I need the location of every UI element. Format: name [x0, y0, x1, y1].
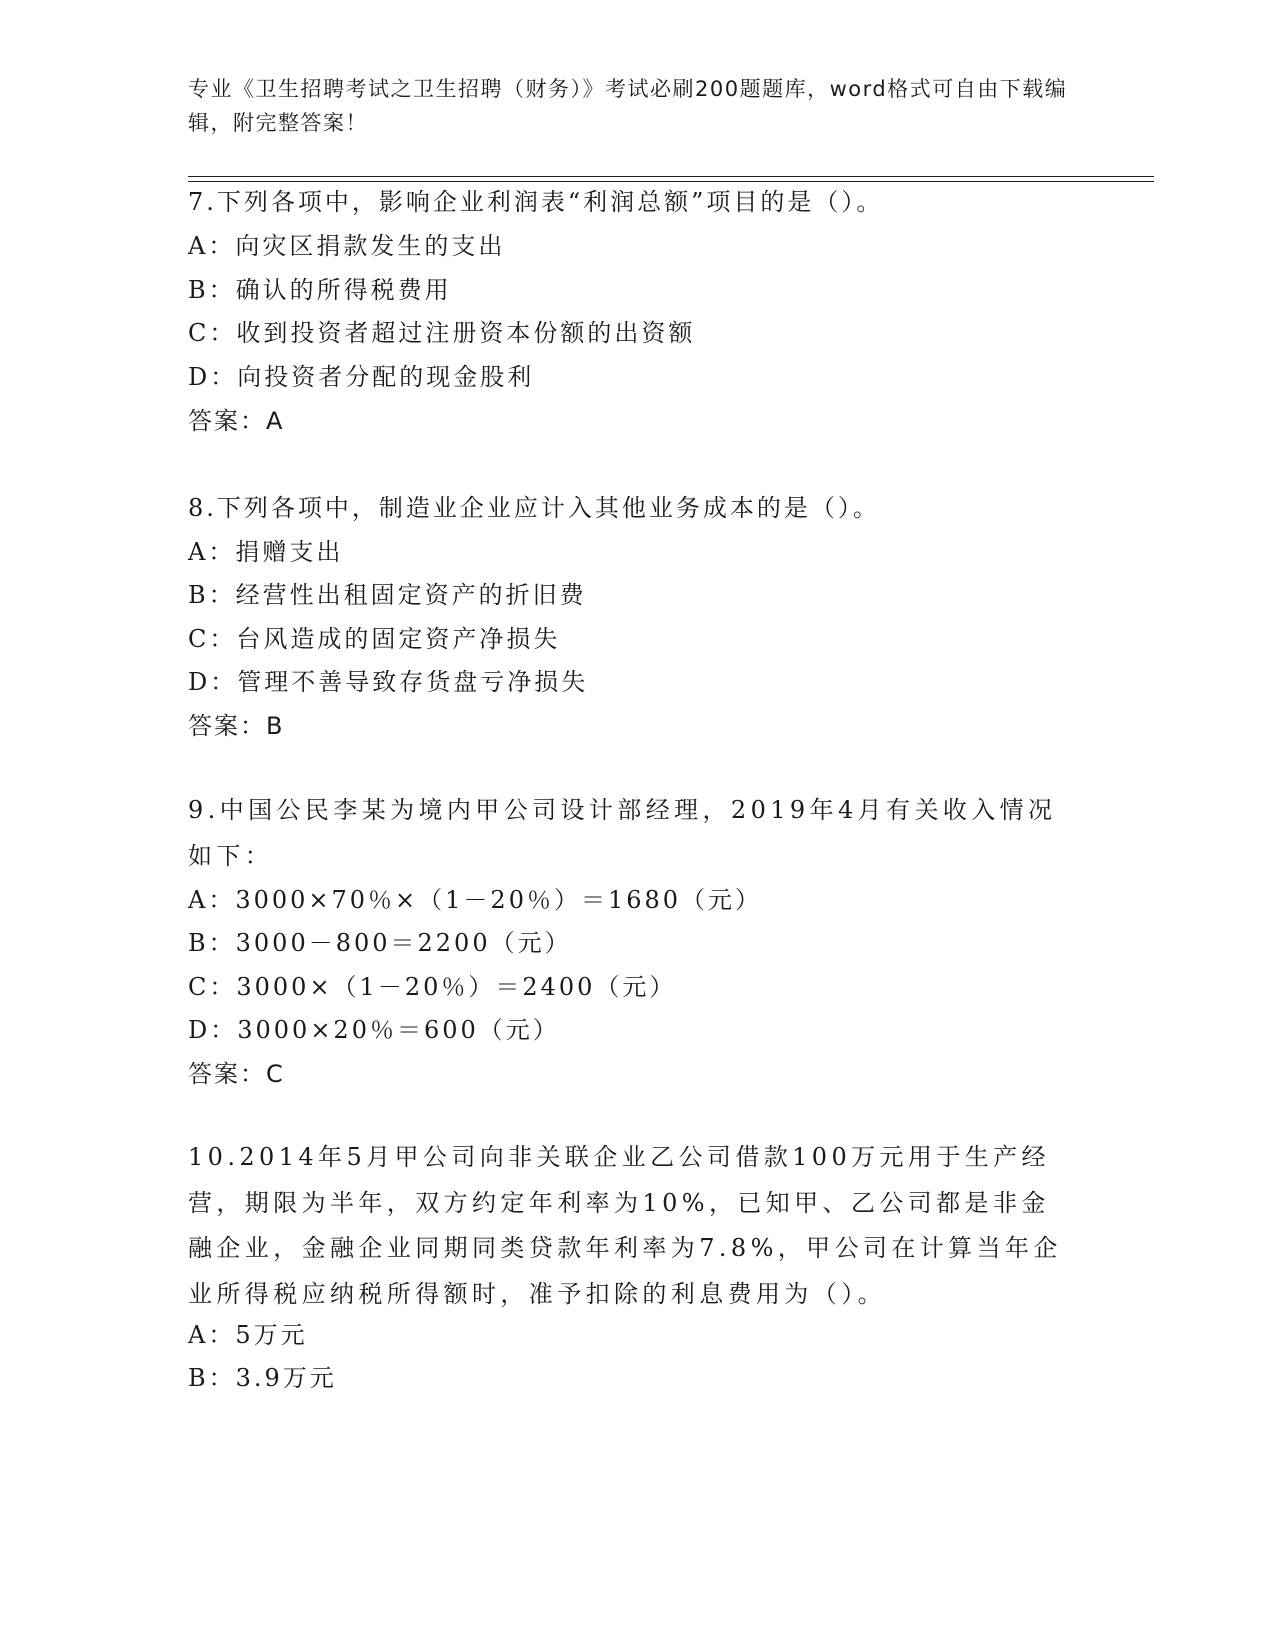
question-8-option-b: B：经营性出租固定资产的折旧费 [188, 581, 587, 609]
question-9-stem: 9.中国公民李某为境内甲公司设计部经理，2019年4月有关收入情况如下： [188, 796, 1057, 870]
question-7-option-d: D：向投资者分配的现金股利 [188, 363, 535, 391]
question-8-stem: 8.下列各项中，制造业企业应计入其他业务成本的是（）。 [188, 494, 880, 522]
question-9-option-b: B：3000－800＝2200（元） [188, 929, 572, 957]
question-9-answer: 答案：C [188, 1060, 285, 1088]
question-9-option-a: A：3000×70％×（1－20％）＝1680（元） [188, 886, 763, 914]
question-10-option-b: B：3.9万元 [188, 1364, 337, 1392]
header-divider-top [188, 176, 1154, 177]
question-7-option-c: C：收到投资者超过注册资本份额的出资额 [188, 319, 696, 347]
question-8-option-c: C：台风造成的固定资产净损失 [188, 625, 561, 653]
question-9-option-c: C：3000×（1－20％）＝2400（元） [188, 973, 677, 1001]
question-8-answer: 答案：B [188, 712, 285, 740]
question-7-stem: 7.下列各项中，影响企业利润表“利润总额”项目的是（）。 [188, 188, 884, 216]
question-7-option-a: A：向灾区捐款发生的支出 [188, 232, 506, 260]
question-10-stem: 10.2014年5月甲公司向非关联企业乙公司借款100万元用于生产经营，期限为半年，双方约定年利率为10%，已知甲、乙公司都是非金融企业，金融企业同期同类贷款年利率为7.8%，甲公司在计算当年企业所得税应纳税所得额时，准予扣除的利息费用为（）。 [188, 1143, 1062, 1308]
question-8-option-d: D：管理不善导致存货盘亏净损失 [188, 668, 589, 696]
question-7-answer: 答案：A [188, 407, 285, 435]
document-header: 专业《卫生招聘考试之卫生招聘（财务）》考试必刷200题题库，word格式可自由下载编辑，附完整答案！ [188, 77, 1068, 135]
question-10-option-a: A：5万元 [188, 1321, 308, 1349]
question-9-option-d: D：3000×20％＝600（元） [188, 1016, 560, 1044]
header-divider-bottom [188, 181, 1154, 182]
question-7-option-b: B：确认的所得税费用 [188, 276, 452, 304]
question-8-option-a: A：捐赠支出 [188, 538, 344, 566]
